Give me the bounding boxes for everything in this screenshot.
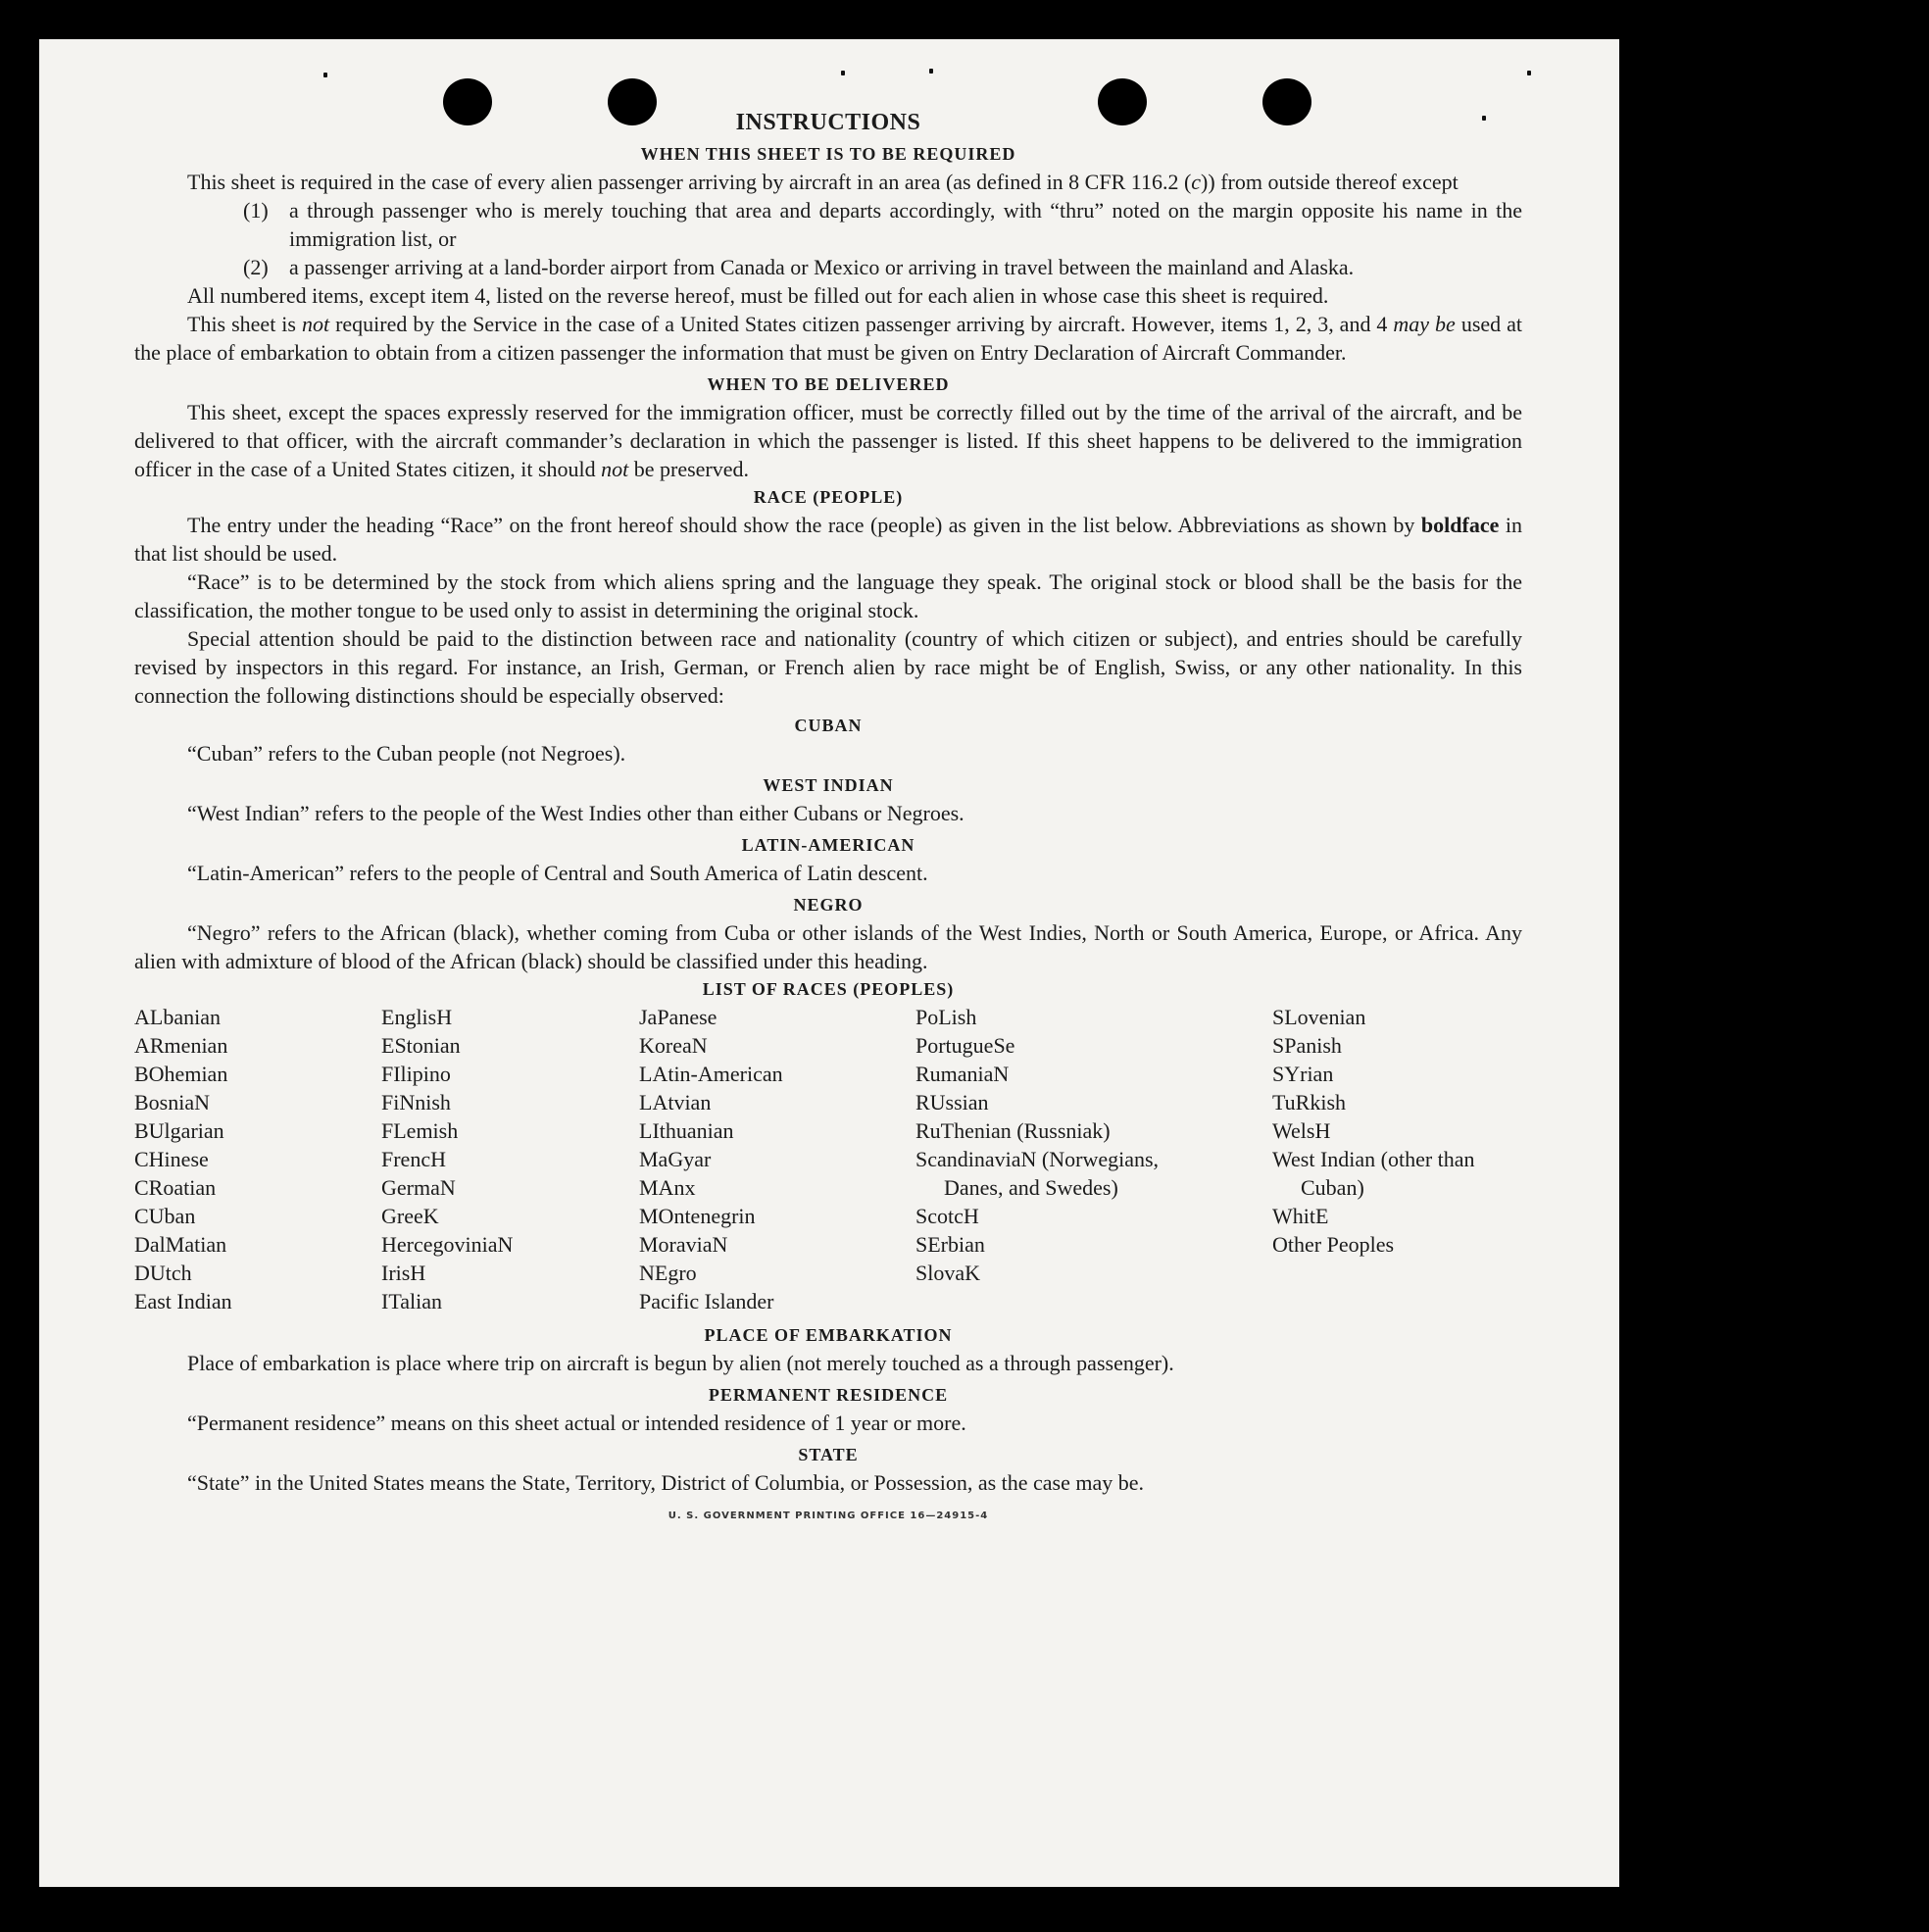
race-item: RUssian [915,1090,989,1115]
heading-latin-american: LATIN-AMERICAN [741,835,915,855]
speck [929,69,933,74]
west-indian-text: “West Indian” refers to the people of the West Indies other than either Cubans or Negroes. [187,801,964,825]
race-item: SPanish [1272,1033,1342,1058]
race-item: RuThenian (Russniak) [915,1118,1111,1143]
residence-text: “Permanent residence” means on this sheet actual or intended residence of 1 year or more. [187,1411,966,1435]
heading-negro: NEGRO [793,895,864,915]
race-item: HercegoviniaN [381,1232,514,1257]
race-item: FiNnish [381,1090,451,1115]
race-item: NEgro [639,1261,697,1285]
races-column-4 [915,1003,1198,1315]
heading-race: RACE (PEOPLE) [753,487,904,507]
race-item: BUlgarian [134,1118,224,1143]
race-item: DUtch [134,1261,192,1285]
races-list [134,1003,1522,1315]
embarkation-text: Place of embarkation is place where trip on aircraft is begun by alien (not merely touched as a through passenger). [187,1351,1174,1375]
race-item: FIlipino [381,1062,451,1086]
race-item: SErbian [915,1232,985,1257]
race-item: BosniaN [134,1090,210,1115]
race-item: RumaniaN [915,1062,1010,1086]
state-text: “State” in the United States means the State, Territory, District of Columbia, or Possession, as the case may be. [187,1470,1145,1495]
page-title: INSTRUCTIONS [735,110,921,135]
numbered-items-paragraph: All numbered items, except item 4, listed on the reverse hereof, must be filled out for each alien in whose case this sheet is required. [187,283,1329,308]
race-item: MOntenegrin [639,1204,756,1228]
heading-west-indian: WEST INDIAN [763,775,894,795]
race-item: LIthuanian [639,1118,734,1143]
race-item: ScandinaviaN (Norwegians, Danes, and Swedes) [915,1147,1160,1200]
races-column-5 [1272,1003,1522,1315]
race-item: LAtin-American [639,1062,783,1086]
race-item: ARmenian [134,1033,228,1058]
race-item: IrisH [381,1261,426,1285]
race-item: KoreaN [639,1033,708,1058]
race-item: CHinese [134,1147,209,1171]
heading-cuban: CUBAN [794,716,863,735]
race-item: JaPanese [639,1005,717,1029]
race-item: SYrian [1272,1062,1334,1086]
printer-imprint: U. S. GOVERNMENT PRINTING OFFICE 16—24915-4 [668,1511,989,1521]
races-column-2 [381,1003,639,1315]
exception-item-1: (1) a through passenger who is merely touching that area and departs accordingly, with “thru” noted on the margin opposite his name in the immigration list, or [243,198,1522,251]
race-item: MaGyar [639,1147,712,1171]
race-item: MAnx [639,1175,696,1200]
race-item: WelsH [1272,1118,1331,1143]
race-item: FLemish [381,1118,459,1143]
races-column-3 [639,1003,915,1315]
race-item: EnglisH [381,1005,453,1029]
document-page [39,39,1619,1887]
race-paragraph-2: “Race” is to be determined by the stock from which aliens spring and the language they speak. The original stock or blood shall be the basis for the classification, the mother tongue to be used only to assist in determining the original stock. [134,570,1522,622]
speck [1527,71,1531,75]
heading-when-delivered: WHEN TO BE DELIVERED [707,374,950,394]
heading-state: STATE [798,1445,859,1464]
race-paragraph-1: The entry under the heading “Race” on the front hereof should show the race (people) as given in the list below. Abbreviations as shown by boldface in that list should be used. [134,513,1522,566]
negro-text: “Negro” refers to the African (black), whether coming from Cuba or other islands of the West Indies, North or South America, Europe, or Africa. Any alien with admixture of blood of the African (black) should be classified under this heading. [134,920,1522,973]
heading-list-of-races: LIST OF RACES (PEOPLES) [702,979,955,999]
race-item: ITalian [381,1289,442,1313]
cuban-text: “Cuban” refers to the Cuban people (not Negroes). [187,741,626,766]
race-item: GreeK [381,1204,439,1228]
race-item: Other Peoples [1272,1232,1395,1257]
race-item: PoLish [915,1005,977,1029]
races-column-1 [134,1003,381,1315]
race-item: ScotcH [915,1204,979,1228]
heading-residence: PERMANENT RESIDENCE [708,1385,949,1405]
heading-embarkation: PLACE OF EMBARKATION [704,1325,953,1345]
race-item: DalMatian [134,1232,227,1257]
required-paragraph: This sheet is required in the case of every alien passenger arriving by aircraft in an area (as defined in 8 CFR 116.2 (c)) from outside thereof except [187,170,1459,194]
race-item: LAtvian [639,1090,712,1115]
race-item: TuRkish [1272,1090,1347,1115]
race-item: CRoatian [134,1175,217,1200]
race-item: West Indian (other than Cuban) [1272,1147,1475,1200]
exception-item-2: (2) a passenger arriving at a land-border airport from Canada or Mexico or arriving in travel between the mainland and Alaska. [243,255,1355,279]
heading-when-required: WHEN THIS SHEET IS TO BE REQUIRED [640,144,1016,164]
race-item: FrencH [381,1147,446,1171]
race-item: SLovenian [1272,1005,1366,1029]
race-item: Pacific Islander [639,1289,774,1313]
speck [841,71,845,75]
instructions-content [134,110,1522,1521]
race-item: GermaN [381,1175,456,1200]
race-item: CUban [134,1204,196,1228]
latin-american-text: “Latin-American” refers to the people of Central and South America of Latin descent. [187,861,928,885]
race-item: East Indian [134,1289,232,1313]
race-item: EStonian [381,1033,461,1058]
race-item: WhitE [1272,1204,1329,1228]
race-item: MoraviaN [639,1232,728,1257]
race-item: ALbanian [134,1005,221,1029]
delivered-paragraph: This sheet, except the spaces expressly reserved for the immigration officer, must be correctly filled out by the time of the arrival of the aircraft, and be delivered to that officer, with the aircraft commander’s declaration in which the passenger is listed. If this sheet happens to be delivered to the immigration officer in the case of a United States citizen, it should not be preserved. [134,400,1522,481]
race-paragraph-3: Special attention should be paid to the distinction between race and nationality (country of which citizen or subject), and entries should be carefully revised by inspectors in this regard. For instance, an Irish, German, or French alien by race might be of English, Swiss, or any other nationality. In this connection the following distinctions should be especially observed: [134,626,1522,708]
race-item: SlovaK [915,1261,980,1285]
race-item: BOhemian [134,1062,228,1086]
race-item: PortugueSe [915,1033,1015,1058]
speck [323,73,327,77]
citizen-paragraph: This sheet is not required by the Service in the case of a United States citizen passenger arriving by aircraft. However, items 1, 2, 3, and 4 may be used at the place of embarkation to obtain from a citizen passenger the information that must be given on Entry Declaration of Aircraft Commander. [134,312,1523,365]
